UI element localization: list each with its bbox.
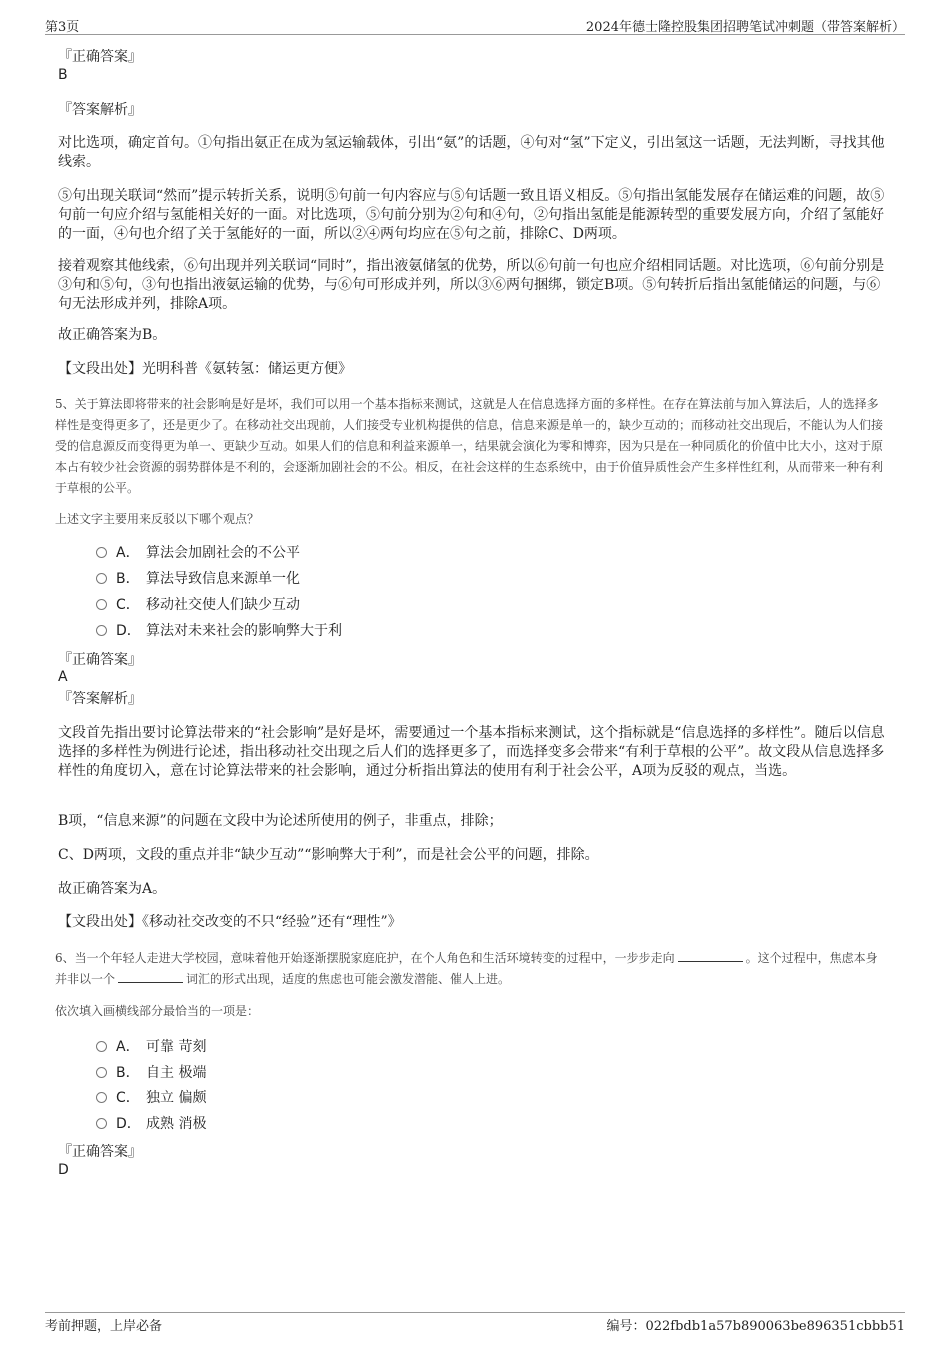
radio-icon[interactable] — [96, 625, 107, 636]
radio-icon[interactable] — [96, 1092, 107, 1103]
option-text: 算法导致信息来源单一化 — [146, 571, 300, 587]
option-letter: C． — [116, 1090, 140, 1106]
document-title: 2024年德士隆控股集团招聘笔试冲刺题（带答案解析） — [585, 20, 905, 35]
radio-icon[interactable] — [96, 547, 107, 558]
option-text: 成熟 消极 — [146, 1116, 207, 1132]
analysis-paragraph: 接着观察其他线索，⑥句出现并列关联词“同时”，指出液氨储氢的优势，所以⑥句前一句也应介绍相同话题。对比选项，⑥句前分别是③句和⑤句，③句也指出液氨运输的优势，与⑥句可形成并列，所以③⑥两句捆绑，锁定B项。⑤句转折后指出氢能储运的问题，与⑥句无法形成并列，排除A项。 — [58, 258, 885, 312]
analysis-conclusion: 故正确答案为A。 — [58, 881, 167, 897]
correct-answer-value: D — [58, 1162, 69, 1178]
question-prompt: 依次填入画横线部分最恰当的一项是： — [55, 1004, 260, 1018]
option-letter: A． — [116, 1039, 140, 1055]
stem-text: 词汇的形式出现，适度的焦虑也可能会激发潜能、催人上进。 — [186, 972, 511, 986]
fill-blank — [678, 949, 743, 962]
analysis-paragraph: B项，“信息来源”的问题在文段中为论述所使用的例子，非重点，排除； — [58, 813, 503, 829]
option-text: 算法会加剧社会的不公平 — [146, 545, 300, 561]
option-d[interactable] — [96, 622, 342, 641]
correct-answer-label: 『正确答案』 — [58, 1144, 142, 1160]
option-d[interactable] — [96, 1115, 206, 1134]
page-footer — [45, 1312, 905, 1334]
option-text: 自主 极端 — [146, 1065, 207, 1081]
analysis-paragraph: 对比选项，确定首句。①句指出氨正在成为氢运输载体，引出“氨”的话题，④句对“氢”下定义，引出氢这一话题，无法判断，寻找其他线索。 — [58, 135, 885, 170]
stem-text: 。这个过程中，焦虑本身并非以一个 — [55, 951, 878, 986]
option-b[interactable] — [96, 570, 300, 589]
analysis-conclusion: 故正确答案为B。 — [58, 327, 167, 343]
analysis-paragraph: C、D两项，文段的重点并非“缺少互动”“影响弊大于利”，而是社会公平的问题，排除。 — [58, 847, 599, 863]
page-header — [45, 14, 905, 35]
option-letter: A． — [116, 545, 140, 561]
radio-icon[interactable] — [96, 1067, 107, 1078]
option-a[interactable] — [96, 544, 300, 563]
option-letter: C． — [116, 597, 140, 613]
analysis-label: 『答案解析』 — [58, 691, 142, 707]
option-letter: B． — [116, 1065, 140, 1081]
radio-icon[interactable] — [96, 599, 107, 610]
source-citation: 【文段出处】光明科普《氨转氢：储运更方便》 — [58, 361, 352, 377]
option-text: 移动社交使人们缺少互动 — [146, 597, 300, 613]
option-a[interactable] — [96, 1038, 206, 1057]
correct-answer-label: 『正确答案』 — [58, 49, 142, 65]
question-stem — [55, 948, 885, 990]
option-b[interactable] — [96, 1064, 206, 1083]
option-text: 可靠 苛刻 — [146, 1039, 207, 1055]
option-letter: D． — [116, 1116, 141, 1132]
page-number: 第3页 — [45, 20, 80, 35]
option-letter: D． — [116, 623, 141, 639]
source-citation: 【文段出处】《移动社交改变的不只“经验”还有“理性”》 — [58, 914, 402, 930]
correct-answer-value: B — [58, 67, 68, 83]
radio-icon[interactable] — [96, 1118, 107, 1129]
option-c[interactable] — [96, 596, 300, 615]
option-letter: B． — [116, 571, 140, 587]
footer-slogan: 考前押题，上岸必备 — [45, 1319, 163, 1334]
document-id: 编号：022fbdb1a57b890063be896351cbbb51 — [606, 1319, 905, 1334]
radio-icon[interactable] — [96, 1041, 107, 1052]
correct-answer-label: 『正确答案』 — [58, 652, 142, 668]
question-prompt: 上述文字主要用来反驳以下哪个观点？ — [55, 512, 260, 526]
option-text: 独立 偏颇 — [146, 1090, 207, 1106]
radio-icon[interactable] — [96, 573, 107, 584]
stem-text: 6、当一个年轻人走进大学校园，意味着他开始逐渐摆脱家庭庇护，在个人角色和生活环境转变的过程中，一步步走向 — [55, 951, 675, 965]
analysis-paragraph: ⑤句出现关联词“然而”提示转折关系，说明⑤句前一句内容应与⑤句话题一致且语义相反。⑤句指出氢能发展存在储运难的问题，故⑤句前一句应介绍与氢能相关好的一面。对比选项，⑤句前分别为②句和④句，②句指出氢能是能源转型的重要发展方向，介绍了氢能好的一面，④句也介绍了关于氢能好的一面，所以②④两句均应在⑤句之前，排除C、D两项。 — [58, 188, 885, 242]
option-c[interactable] — [96, 1089, 206, 1108]
fill-blank — [118, 970, 183, 983]
question-stem: 5、关于算法即将带来的社会影响是好是坏，我们可以用一个基本指标来测试，这就是人在信息选择方面的多样性。在存在算法前与加入算法后，人的选择多样性是变得更多了，还是更少了。在移动社交出现前，人们接受专业机构提供的信息，信息来源是单一的，缺少互动的；而移动社交出现后，不能认为人们接受的信息源反而变得更为单一、更缺少互动。如果人们的信息和利益来源单一，结果就会演化为零和博弈，因为只是在一种同质化的价值中比大小，这对于原本占有较少社会资源的弱势群体是不利的，会逐渐加剧社会的不公。相反，在社会这样的生态系统中，由于价值异质性会产生多样性红利，从而带来一种有利于草根的公平。 — [55, 397, 884, 495]
correct-answer-value: A — [58, 669, 68, 685]
option-text: 算法对未来社会的影响弊大于利 — [146, 623, 342, 639]
analysis-label: 『答案解析』 — [58, 102, 142, 118]
analysis-paragraph: 文段首先指出要讨论算法带来的“社会影响”是好是坏，需要通过一个基本指标来测试，这个指标就是“信息选择的多样性”。随后以信息选择的多样性为例进行论述，指出移动社交出现之后人们的选择更多了，而选择变多会带来“有利于草根的公平”。故文段从信息选择多样性的角度切入，意在讨论算法带来的社会影响，通过分析指出算法的使用有利于社会公平，A项为反驳的观点，当选。 — [58, 725, 885, 779]
